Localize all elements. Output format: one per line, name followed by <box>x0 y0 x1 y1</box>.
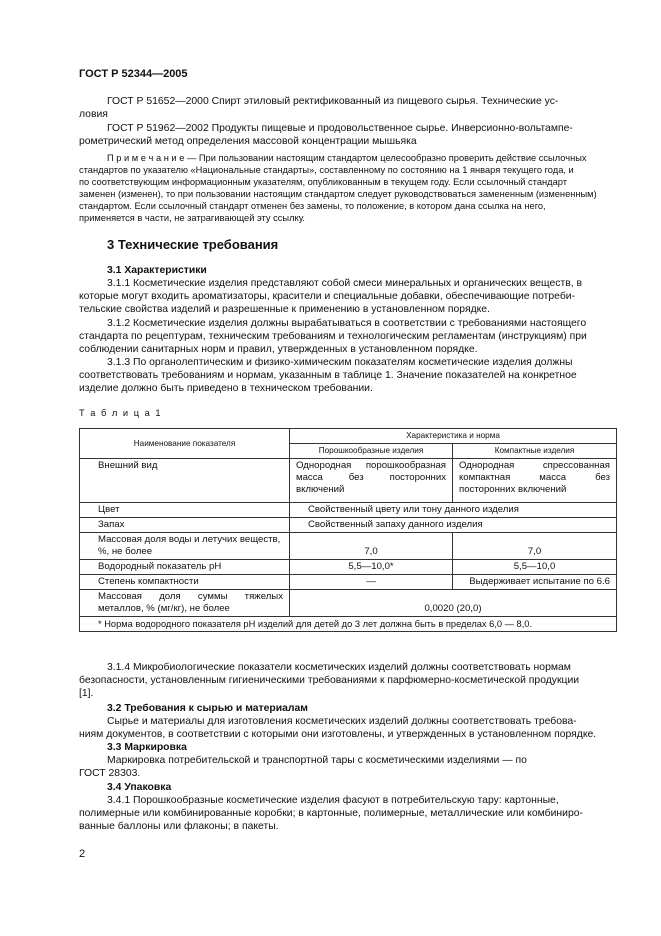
header-powder: Порошкообразные изделия <box>290 444 453 459</box>
paragraph-line: [1]. <box>79 688 94 699</box>
merged-value: Свойственный цвету или тону данного изделия <box>290 503 617 518</box>
table-label: Т а б л и ц а 1 <box>79 408 163 418</box>
row-name: Цвет <box>80 503 290 518</box>
paragraph-line: стандарта по рецептурам, техническим требованиям и технологическим регламентам (инструкциям) при <box>79 331 587 342</box>
paragraph-line: изделие должно быть приведено в техническом требовании. <box>79 383 373 394</box>
reference-line: ГОСТ Р 51962—2002 Продукты пищевые и продовольственное сырье. Инверсионно-вольтампе- <box>107 123 573 134</box>
paragraph-line: 3.4.1 Порошкообразные косметические изделия фасуют в потребительскую тару: картонные, <box>107 795 559 806</box>
subsection-title: 3.2 Требования к сырью и материалам <box>107 703 308 714</box>
page-number: 2 <box>79 848 86 860</box>
merged-value: Свойственный запаху данного изделия <box>290 518 617 533</box>
powder-value: — <box>290 575 453 590</box>
paragraph-line: 3.1.1 Косметические изделия представляют собой смеси минеральных и органических веществ, в <box>107 278 583 289</box>
paragraph-line: 3.1.4 Микробиологические показатели косметических изделий должны соответствовать нормам <box>107 662 571 673</box>
subsection-title: 3.1 Характеристики <box>107 265 207 276</box>
note-line: по соответствующим информационным указателям, опубликованным в текущем году. Если ссылочный стандарт <box>79 177 567 187</box>
row-name: Внешний вид <box>80 459 290 503</box>
paragraph-line: соблюдении санитарных норм и правил, утвержденных в установленном порядке. <box>79 344 478 355</box>
table-row <box>80 575 617 590</box>
paragraph-line: полимерные или комбинированные коробки; в картонные, полимерные, металлические или комбиниро- <box>79 808 583 819</box>
table-row <box>80 560 617 575</box>
document-header: ГОСТ Р 52344—2005 <box>79 68 188 80</box>
note-line: применяется в части, не затрагивающей эту ссылку. <box>79 213 305 223</box>
table-footnote-row <box>80 617 617 632</box>
row-name: Степень компактности <box>80 575 290 590</box>
header-indicator: Наименование показателя <box>80 429 290 459</box>
merged-value: 0,0020 (20,0) <box>290 590 617 617</box>
paragraph-line: которые могут входить ароматизаторы, красители и специальные добавки, обеспечивающие потреби- <box>79 291 576 302</box>
compact-value: 5,5—10,0 <box>453 560 617 575</box>
table-row <box>80 533 617 560</box>
paragraph-line: 3.1.2 Косметические изделия должны вырабатываться в соответствии с требованиями настоящего <box>107 318 587 329</box>
compact-value: 7,0 <box>453 533 617 560</box>
characteristics-table <box>79 428 617 632</box>
header-compact: Компактные изделия <box>453 444 617 459</box>
paragraph-line: тельские свойства изделий и разрешенные к применению в установленном порядке. <box>79 304 490 315</box>
table-row <box>80 503 617 518</box>
header-characteristic: Характеристика и норма <box>290 429 617 444</box>
note-line: стандартов по указателю «Национальные стандарты», составленному по состоянию на 1 января текущего года, и <box>79 165 574 175</box>
powder-value: Однородная порошкообразная масса без посторонних включений <box>290 459 453 503</box>
row-name: Водородный показатель рН <box>80 560 290 575</box>
note-line: стандартом. Если ссылочный стандарт отменен без замены, то положение, в котором дана ссылка на него, <box>79 201 546 211</box>
row-name: Запах <box>80 518 290 533</box>
powder-value: 7,0 <box>290 533 453 560</box>
subsection-title: 3.3 Маркировка <box>107 742 187 753</box>
note-line: заменен (изменен), то при пользовании настоящим стандартом следует руководствоваться замененным (измененным) <box>79 189 597 199</box>
row-name: Массовая доля суммы тяжелых металлов, % (мг/кг), не более <box>80 590 290 617</box>
row-name: Массовая доля воды и летучих веществ, %, не более <box>80 533 290 560</box>
paragraph-line: Сырье и материалы для изготовления косметических изделий должны соответствовать требова- <box>107 716 577 727</box>
reference-line: ГОСТ Р 51652—2000 Спирт этиловый ректификованный из пищевого сырья. Технические ус- <box>107 96 559 107</box>
paragraph-line: 3.1.3 По органолептическим и физико-химическим показателям косметические изделия должны <box>107 357 573 368</box>
note-label: П р и м е ч а н и е <box>107 153 185 163</box>
note-line: П р и м е ч а н и е — При пользовании настоящим стандартом целесообразно проверить действие ссылочных <box>107 153 587 163</box>
table-row <box>80 590 617 617</box>
paragraph-line: Маркировка потребительской и транспортной тары с косметическими изделиями — по <box>107 755 527 766</box>
paragraph-line: ГОСТ 28303. <box>79 768 141 779</box>
table-row <box>80 518 617 533</box>
section-title: 3 Технические требования <box>107 237 279 252</box>
subsection-title: 3.4 Упаковка <box>107 782 172 793</box>
paragraph-line: безопасности, установленным гигиеническими требованиями к парфюмерно-косметической продукции <box>79 675 580 686</box>
reference-line: рометрический метод определения массовой концентрации мышьяка <box>79 136 417 147</box>
table-row <box>80 459 617 503</box>
powder-value: 5,5—10,0* <box>290 560 453 575</box>
table-footnote: * Норма водородного показателя рН изделий для детей до 3 лет должна быть в пределах 6,0 — 8,0. <box>80 617 617 632</box>
paragraph-line: ванные баллоны или флаконы; в пакеты. <box>79 821 279 832</box>
compact-value: Однородная спрессованная компактная масса без посторонних включений <box>453 459 617 503</box>
paragraph-line: соответствовать требованиям и нормам, указанным в таблице 1. Значение показателей на конкретное <box>79 370 577 381</box>
paragraph-line: ниям документов, в соответствии с которыми они изготовлены, и утвержденных в установленном порядке. <box>79 729 597 740</box>
reference-line: ловия <box>79 109 108 120</box>
compact-value: Выдерживает испытание по 6.6 <box>453 575 617 590</box>
